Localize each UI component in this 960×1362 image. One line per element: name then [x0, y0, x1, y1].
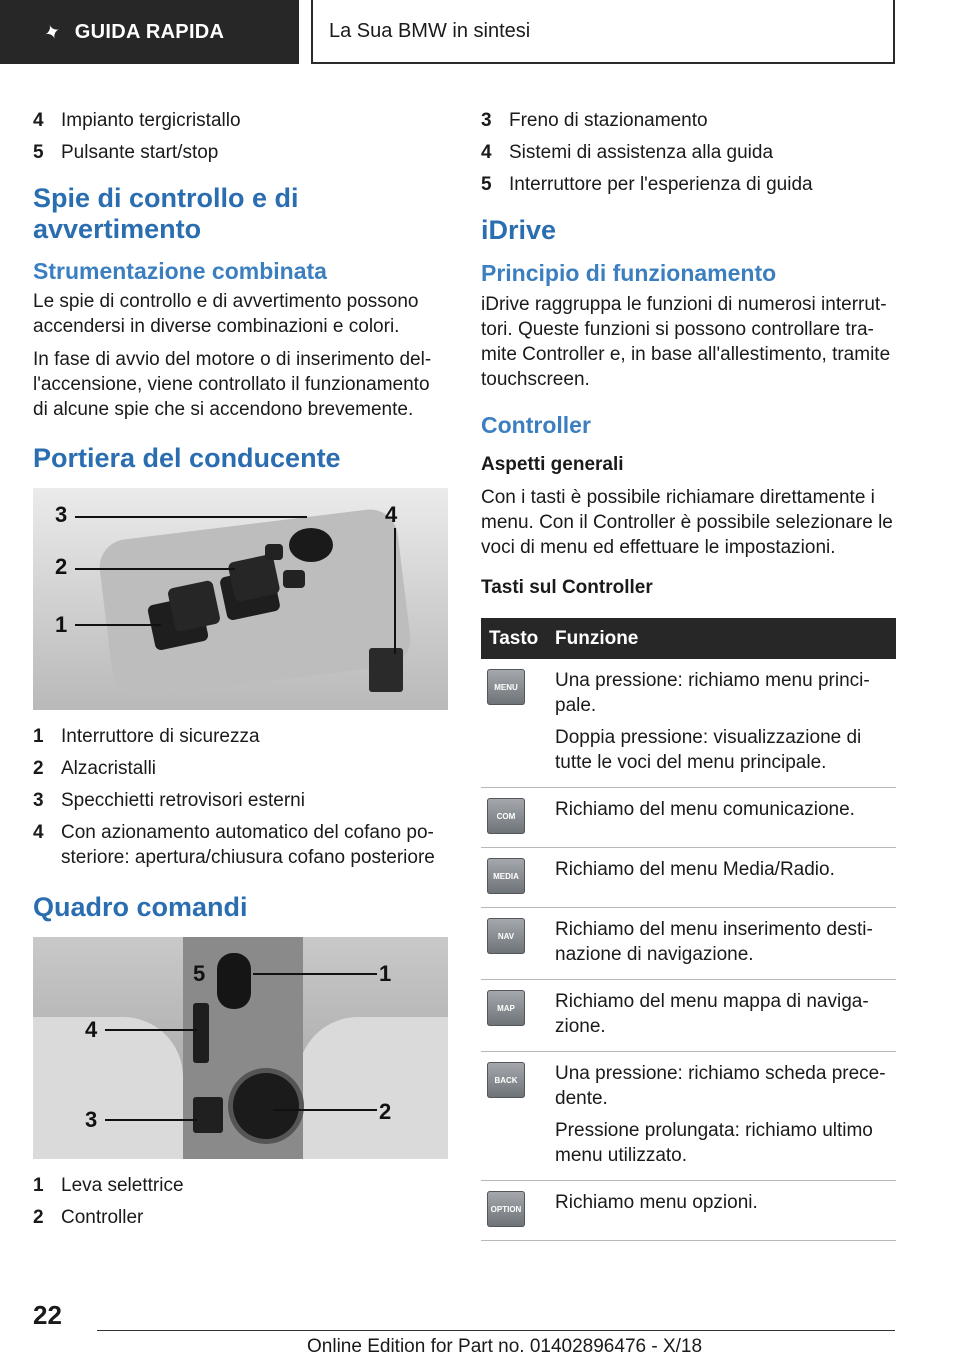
list-item: 2 Controller — [33, 1207, 144, 1228]
pin-icon: ✦ — [40, 19, 65, 46]
callout: 5 — [193, 961, 206, 986]
list-item: 3 Specchietti retrovisori esterni — [33, 790, 305, 811]
subheading-controller: Controller — [481, 412, 591, 438]
paragraph: In fase di avvio del motore o di inserimento dell'accensione, viene controllato il funzionamento di alcune spie che si accendono brevemente. — [33, 349, 432, 420]
list-item: 5 Pulsante start/stop — [33, 142, 219, 163]
table-header-row — [481, 618, 896, 659]
callout: 3 — [85, 1107, 98, 1132]
chapter-title: La Sua BMW in sintesi — [329, 19, 531, 42]
callout: 1 — [379, 961, 392, 986]
map-key-icon: MAP — [487, 990, 525, 1026]
list-item: 4 Impianto tergicristallo — [33, 110, 241, 131]
chapter-header — [311, 0, 895, 64]
footer-edition: Online Edition for Part no. 01402896476 - X/18 — [307, 1336, 703, 1357]
callout: 3 — [55, 502, 68, 527]
list-item: 4 Sistemi di assistenza alla guida — [481, 142, 774, 163]
callout: 4 — [85, 1017, 98, 1042]
section-heading-spie: Spie di controllo e di avvertimento — [33, 183, 299, 244]
heading-tasti: Tasti sul Controller — [481, 577, 653, 598]
heading-aspetti-generali: Aspetti generali — [481, 454, 624, 475]
paragraph: iDrive raggruppa le funzioni di numerosi interruttori. Queste funzioni si possono controllare tramite Controller e, in base all'allestimento, tramite touchscreen. — [481, 294, 891, 390]
table-row: MEDIA Richiamo del menu Media/Radio. — [481, 848, 896, 908]
paragraph: Le spie di controllo e di avvertimento possono accendersi in diverse combinazioni e colori. — [33, 291, 419, 337]
subheading-principio: Principio di funzionamento — [481, 260, 777, 286]
media-key-icon: MEDIA — [487, 858, 525, 894]
column-header-function: Funzione — [547, 618, 896, 659]
section-heading-portiera: Portiera del conducente — [33, 443, 341, 473]
callout: 1 — [55, 612, 68, 637]
list-item: 1 Leva selettrice — [33, 1175, 184, 1196]
controller-keys-table — [481, 618, 896, 1241]
table-row: BACK Una pressione: richiamo scheda precedente. Pressione prolungata: richiamo ultimo menu utilizzato. — [481, 1052, 896, 1181]
section-label: GUIDA RAPIDA — [74, 20, 225, 43]
table-row: MAP Richiamo del menu mappa di navigazione. — [481, 980, 896, 1052]
subheading-strumentazione: Strumentazione combinata — [33, 258, 327, 284]
list-item: 2 Alzacristalli — [33, 758, 157, 779]
page-number: 22 — [33, 1300, 62, 1330]
callout: 2 — [55, 554, 68, 579]
table-row: MENU Una pressione: richiamo menu principale. Doppia pressione: visualizzazione di tutte le voci del menu principale. — [481, 659, 896, 788]
right-column — [481, 108, 896, 1241]
com-key-icon: COM — [487, 798, 525, 834]
door-panel-image — [33, 488, 448, 710]
section-tab[interactable] — [0, 0, 299, 64]
nav-key-icon: NAV — [487, 918, 525, 954]
section-heading-idrive: iDrive — [481, 215, 557, 245]
back-key-icon: BACK — [487, 1062, 525, 1098]
center-console-image — [33, 937, 448, 1159]
column-header-key: Tasto — [481, 618, 547, 659]
paragraph: Con i tasti è possibile richiamare direttamente i menu. Con il Controller è possibile selezionare le voci di menu ed effettuare le impostazioni. — [481, 487, 893, 558]
list-item: 3 Freno di stazionamento — [481, 110, 708, 131]
footer-divider — [97, 1330, 895, 1331]
callout: 2 — [379, 1099, 392, 1124]
menu-key-icon: MENU — [487, 669, 525, 705]
list-item: 1 Interruttore di sicurezza — [33, 726, 260, 747]
option-key-icon: OPTION — [487, 1191, 525, 1227]
table-row: COM Richiamo del menu comunicazione. — [481, 788, 896, 848]
section-heading-quadro: Quadro comandi — [33, 892, 248, 922]
table-row: OPTION Richiamo menu opzioni. — [481, 1181, 896, 1241]
left-column — [33, 108, 448, 1237]
list-item: 5 Interruttore per l'esperienza di guida — [481, 174, 813, 195]
list-item: 4 Con azionamento automatico del cofano posteriore: apertura/chiusura cofano posteriore — [33, 822, 435, 868]
callout: 4 — [385, 502, 398, 527]
table-row: NAV Richiamo del menu inserimento destinazione di navigazione. — [481, 908, 896, 980]
